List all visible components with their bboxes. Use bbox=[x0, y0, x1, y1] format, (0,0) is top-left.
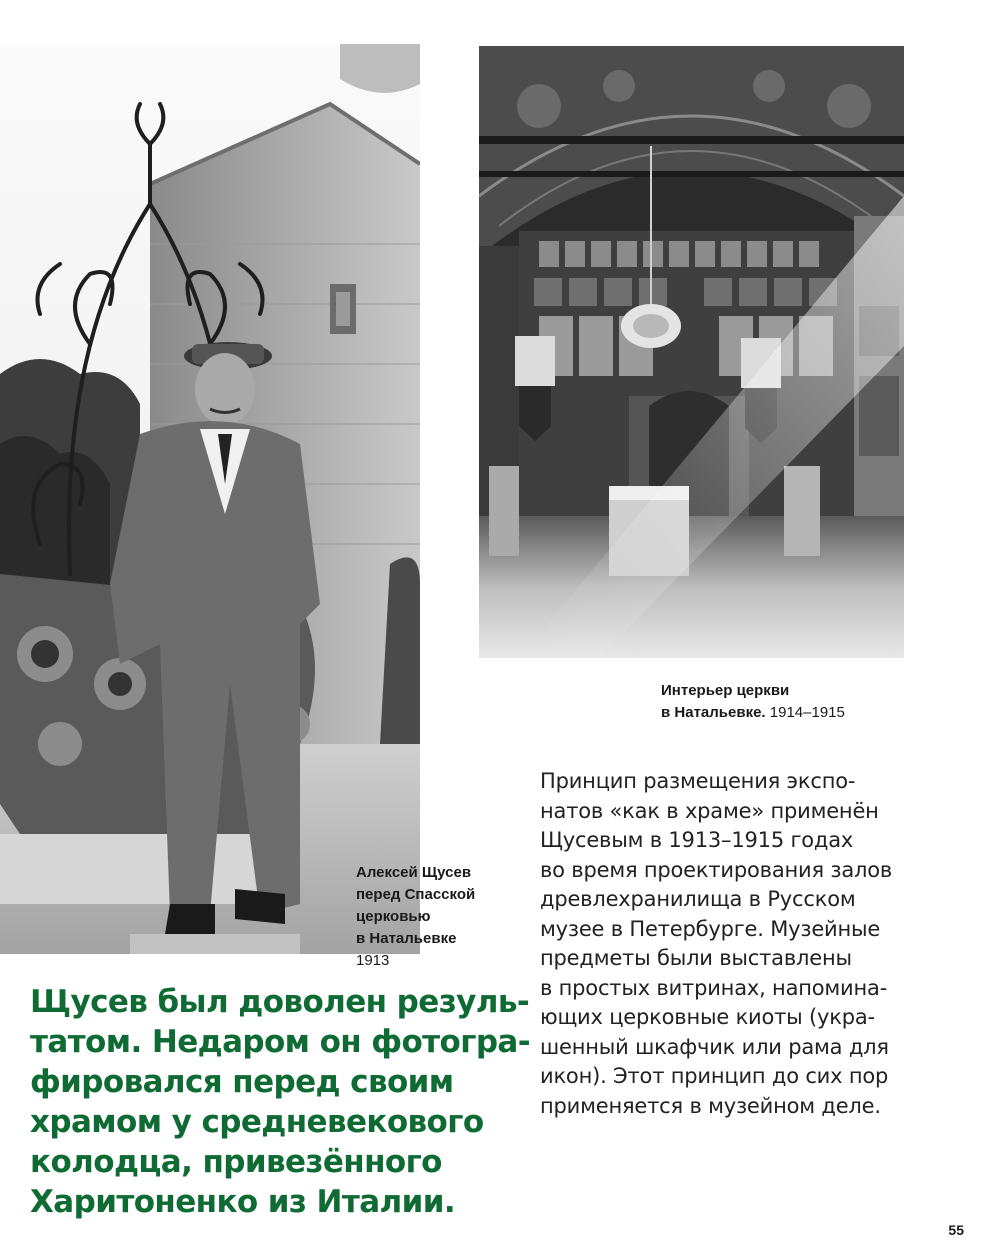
body-line: предметы были выставлены bbox=[540, 946, 852, 970]
pull-quote-line: храмом у средневекового bbox=[30, 1104, 484, 1140]
caption-right-line1: Интерьер церкви bbox=[661, 682, 790, 699]
photo-church-interior bbox=[479, 46, 904, 658]
body-line: применяется в музейном деле. bbox=[540, 1093, 881, 1118]
body-line: древлехранилища в Русском bbox=[540, 887, 856, 911]
photo-shchusev-at-well bbox=[0, 44, 420, 954]
caption-church-interior bbox=[661, 680, 921, 724]
caption-left-year: 1913 bbox=[356, 952, 390, 969]
caption-left-line: перед Спасской bbox=[356, 886, 476, 903]
body-line: в простых витринах, напомина- bbox=[540, 975, 888, 1000]
caption-left-line: Алексей Щусев bbox=[356, 864, 472, 881]
page-number: 55 bbox=[948, 1222, 964, 1238]
pull-quote-line: Щусев был доволен резуль- bbox=[30, 984, 530, 1020]
body-line: Принцип размещения экспо- bbox=[540, 769, 856, 793]
body-line: музее в Петербурге. Музейные bbox=[540, 916, 881, 941]
caption-left-line: церковью bbox=[356, 908, 431, 925]
caption-shchusev bbox=[356, 862, 496, 972]
caption-left-line: в Натальевке bbox=[356, 930, 457, 947]
body-line: ющих церковные киоты (укра- bbox=[540, 1005, 875, 1029]
caption-right-years: 1914–1915 bbox=[769, 704, 845, 721]
caption-right-place: в Натальевке. bbox=[661, 704, 766, 721]
caption-right-line2 bbox=[661, 702, 921, 724]
body-line: шенный шкафчик или рама для bbox=[540, 1034, 889, 1059]
body-paragraph bbox=[540, 767, 940, 1121]
body-line: икон). Этот принцип до сих пор bbox=[540, 1064, 889, 1088]
pull-quote bbox=[30, 982, 531, 1222]
pull-quote-line: фировался перед своим bbox=[30, 1064, 454, 1100]
body-line: Щусевым в 1913–1915 годах bbox=[540, 828, 854, 852]
pull-quote-line: колодца, привезённого bbox=[30, 1144, 442, 1180]
body-line: во время проектирования залов bbox=[540, 857, 893, 882]
pull-quote-line: Харитоненко из Италии. bbox=[30, 1184, 456, 1220]
body-line: натов «как в храме» применён bbox=[540, 798, 879, 823]
pull-quote-line: татом. Недаром он фотогра- bbox=[30, 1024, 531, 1060]
photo-shchusev-illustration bbox=[0, 44, 420, 954]
photo-church-interior-illustration bbox=[479, 46, 904, 658]
